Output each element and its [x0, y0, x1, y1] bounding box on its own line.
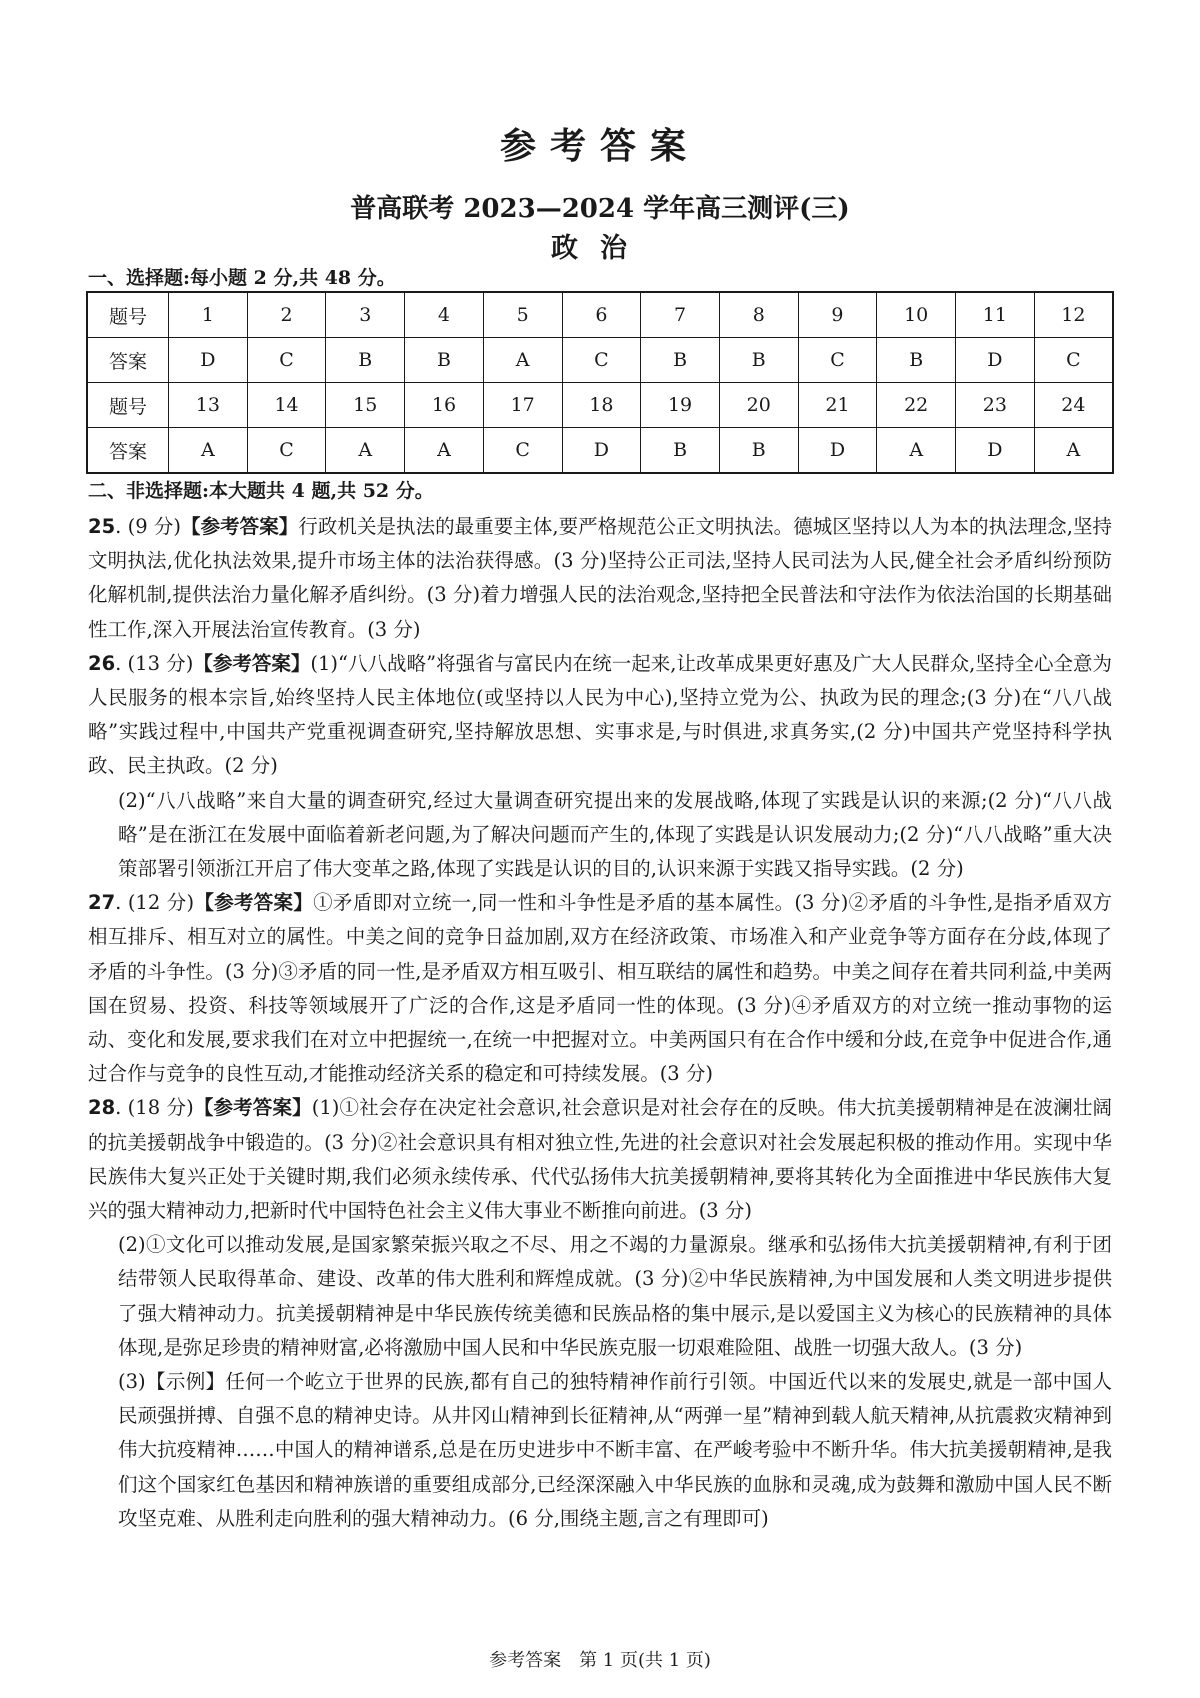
table-cell: D	[798, 428, 877, 474]
answer-tag: 【参考答案】	[193, 651, 311, 675]
table-cell: D	[562, 428, 641, 474]
answer-tag: 【参考答案】	[193, 1096, 312, 1120]
table-cell: D	[956, 428, 1035, 474]
table-cell: 23	[956, 383, 1035, 428]
table-cell: 17	[483, 383, 562, 428]
answer-table-row	[87, 383, 1113, 428]
answer-table-row	[87, 338, 1113, 383]
section-2-heading: 二、非选择题:本大题共 4 题,共 52 分。	[88, 480, 434, 502]
table-cell: 19	[641, 383, 720, 428]
table-cell: 22	[877, 383, 956, 428]
table-cell: 16	[405, 383, 484, 428]
answer-table-row	[87, 292, 1113, 338]
section-1-heading: 一、选择题:每小题 2 分,共 48 分。	[88, 267, 396, 289]
answer-text: 行政机关是执法的最重要主体,要严格规范公正文明执法。德城区坚持以人为本的执法理念,坚持文明执法,优化执法效果,提升市场主体的法治获得感。(3 分)坚持公正司法,坚持人民司法为人民,健全社会矛盾纠纷预防化解机制,提供法治力量化解矛盾纠纷。(3 分)着力增强人民的法治观念,坚持把全民普法和守法作为依法治国的长期基础性工作,深入开展法治宣传教育。(3 分)	[88, 515, 1113, 641]
table-cell: B	[877, 338, 956, 383]
table-cell: 1	[169, 292, 248, 338]
table-cell: D	[169, 338, 248, 383]
answer-text: ①矛盾即对立统一,同一性和斗争性是矛盾的基本属性。(3 分)②矛盾的斗争性,是指矛盾双方相互排斥、相互对立的属性。中美之间的竞争日益加剧,双方在经济政策、市场准入和产业竞争等方面存在分歧,体现了矛盾的斗争性。(3 分)③矛盾的同一性,是矛盾双方相互吸引、相互联结的属性和趋势。中美之间存在着共同利益,中美两国在贸易、投资、科技等领域展开了广泛的合作,这是矛盾同一性的体现。(3 分)④矛盾双方的对立统一推动事物的运动、变化和发展,要求我们在对立中把握统一,在统一中把握对立。中美两国只有在合作中缓和分歧,在竞争中促进合作,通过合作与竞争的良性互动,才能推动经济关系的稳定和可持续发展。(3 分)	[88, 891, 1112, 1086]
answer-tag: 【参考答案】	[181, 515, 299, 538]
page-title: 参考答案	[499, 125, 700, 167]
table-cell: 20	[719, 383, 798, 428]
answer-text: (1)“八八战略”将强省与富民内在统一起来,让改革成果更好惠及广大人民群众,坚持全心全意为人民服务的根本宗旨,始终坚持人民主体地位(或坚持以人民为中心),坚持立党为公、执政为民的理念;(3 分)在“八八战略”实践过程中,中国共产党重视调查研究,坚持解放思想、实事求是,与时俱进,求真务实,(2 分)中国共产党坚持科学执政、民主执政。(2 分)	[88, 651, 1112, 778]
table-cell: 4	[405, 292, 484, 338]
answer-text: (1)①社会存在决定社会意识,社会意识是对社会存在的反映。伟大抗美援朝精神是在波澜壮阔的抗美援朝战争中锻造的。(3 分)②社会意识具有相对独立性,先进的社会意识对社会发展起积极的推动作用。实现中华民族伟大复兴正处于关键时期,我们必须永续传承、代代弘扬伟大抗美援朝精神,要将其转化为全面推进中华民族伟大复兴的强大精神动力,把新时代中国特色社会主义伟大事业不断推向前进。(3 分)	[88, 1096, 1112, 1223]
answer-paragraph	[88, 1365, 1112, 1536]
table-cell: A	[405, 428, 484, 474]
questions-list	[88, 510, 1112, 1536]
table-cell: D	[956, 338, 1035, 383]
answer-text: (2)①文化可以推动发展,是国家繁荣振兴取之不尽、用之不竭的力量源泉。继承和弘扬伟大抗美援朝精神,有利于团结带领人民取得革命、建设、改革的伟大胜利和辉煌成就。(3 分)②中华民族精神,为中国发展和人类文明进步提供了强大精神动力。抗美援朝精神是中华民族传统美德和民族品格的集中展示,是以爱国主义为核心的民族精神的具体体现,是弥足珍贵的精神财富,必将激励中国人民和中华民族克服一切艰难险阻、战胜一切强大敌人。(3 分)	[118, 1233, 1112, 1359]
question-28	[88, 1091, 1112, 1536]
table-cell: B	[405, 338, 484, 383]
row-label: 答案	[87, 338, 169, 383]
table-cell: 11	[956, 292, 1035, 338]
page-footer: 参考答案 第 1 页(共 1 页)	[489, 1650, 711, 1671]
answer-paragraph	[88, 784, 1112, 887]
table-cell: 24	[1034, 383, 1113, 428]
table-cell: B	[719, 428, 798, 474]
answer-table-row	[87, 428, 1113, 474]
question-26	[88, 647, 1112, 886]
table-cell: A	[169, 428, 248, 474]
table-cell: 10	[877, 292, 956, 338]
table-cell: B	[641, 338, 720, 383]
row-label: 题号	[87, 383, 169, 428]
table-cell: C	[247, 428, 326, 474]
row-label: 答案	[87, 428, 169, 474]
table-cell: 15	[326, 383, 405, 428]
table-cell: A	[1034, 428, 1113, 474]
table-cell: 9	[798, 292, 877, 338]
question-number: 28	[88, 1096, 116, 1120]
question-score: . (9 分)	[115, 515, 181, 538]
table-cell: 8	[719, 292, 798, 338]
answer-text: (3)【示例】任何一个屹立于世界的民族,都有自己的独特精神作前行引领。中国近代以来的发展史,就是一部中国人民顽强拼搏、自强不息的精神史诗。从井冈山精神到长征精神,从“两弹一星”精神到载人航天精神,从抗震救灾精神到伟大抗疫精神……中国人的精神谱系,总是在历史进步中不断丰富、在严峻考验中不断升华。伟大抗美援朝精神,是我们这个国家红色基因和精神族谱的重要组成部分,已经深深融入中华民族的血脉和灵魂,成为鼓舞和激励中国人民不断攻坚克难、从胜利走向胜利的强大精神动力。(6 分,围绕主题,言之有理即可)	[118, 1370, 1112, 1530]
table-cell: A	[326, 428, 405, 474]
question-number: 27	[88, 891, 116, 915]
answer-paragraph	[88, 1091, 1112, 1228]
table-cell: 13	[169, 383, 248, 428]
table-cell: C	[798, 338, 877, 383]
table-cell: A	[483, 338, 562, 383]
question-score: . (12 分)	[115, 891, 195, 915]
table-cell: 12	[1034, 292, 1113, 338]
answer-tag: 【参考答案】	[194, 891, 314, 915]
table-cell: C	[562, 338, 641, 383]
question-score: . (18 分)	[115, 1096, 194, 1120]
question-27	[88, 886, 1112, 1091]
subject-title: 政治	[551, 233, 649, 264]
exam-subtitle: 普高联考 2023—2024 学年高三测评(三)	[350, 194, 850, 224]
question-score: . (13 分)	[115, 651, 194, 675]
answer-text: (2)“八八战略”来自大量的调查研究,经过大量调查研究提出来的发展战略,体现了实践是认识的来源;(2 分)“八八战略”是在浙江在发展中面临着新老问题,为了解决问题而产生的,体现了实践是认识发展动力;(2 分)“八八战略”重大决策部署引领浙江开启了伟大变革之路,体现了实践是认识的目的,认识来源于实践又指导实践。(2 分)	[118, 788, 1112, 881]
table-cell: 3	[326, 292, 405, 338]
table-cell: 7	[641, 292, 720, 338]
answer-paragraph	[88, 647, 1112, 784]
table-cell: C	[483, 428, 562, 474]
question-25	[88, 510, 1112, 647]
answer-table	[86, 291, 1114, 474]
table-cell: 14	[247, 383, 326, 428]
table-cell: A	[877, 428, 956, 474]
answer-paragraph	[88, 886, 1112, 1091]
answer-paragraph	[88, 1228, 1112, 1365]
table-cell: B	[641, 428, 720, 474]
table-cell: 2	[247, 292, 326, 338]
table-cell: C	[1034, 338, 1113, 383]
table-cell: B	[719, 338, 798, 383]
table-cell: B	[326, 338, 405, 383]
row-label: 题号	[87, 292, 169, 338]
question-number: 26	[88, 651, 116, 675]
answer-paragraph	[88, 510, 1112, 647]
question-number: 25	[88, 515, 116, 538]
table-cell: C	[247, 338, 326, 383]
table-cell: 18	[562, 383, 641, 428]
table-cell: 5	[483, 292, 562, 338]
table-cell: 21	[798, 383, 877, 428]
table-cell: 6	[562, 292, 641, 338]
